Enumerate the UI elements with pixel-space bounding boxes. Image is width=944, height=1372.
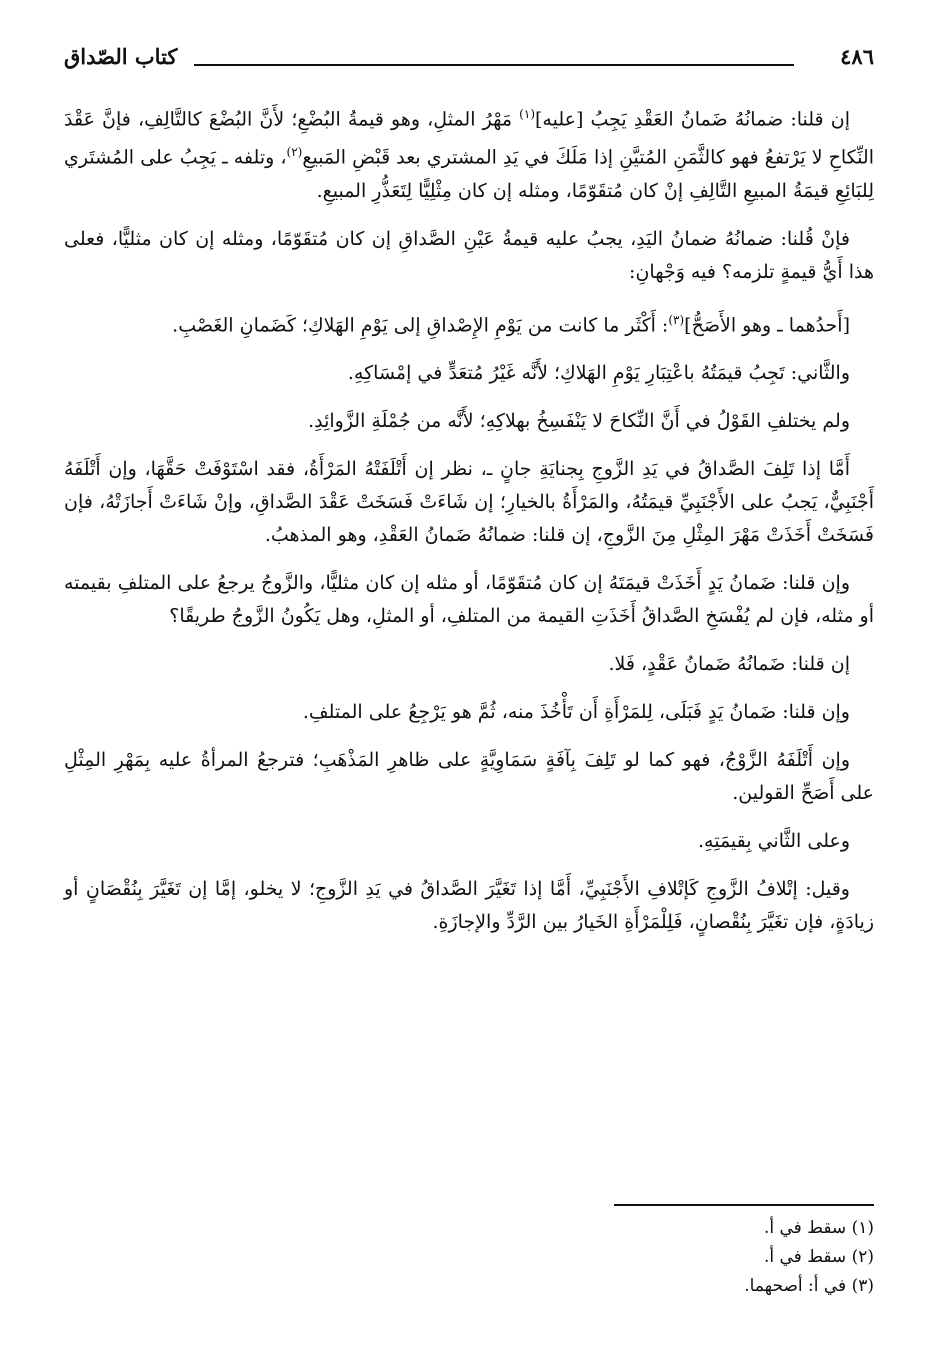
- paragraph-3: [أَحدُهما ـ وهو الأَصَحُّ]$^{(٣)}$: أَكْثَر ما كانت من يَوْمِ الإِصْداقِ إلى يَوْمِ الهَلاكِ؛ كَضَمانِ الغَصْبِ.: [172, 312, 850, 336]
- paragraph-12: وقيل: إتْلافُ الزَّوجِ كَإتْلافِ الأَجْنَبِيِّ، أَمَّا إذا تَغَيَّرَ الصَّداقُ في يَدِ الزَّوجِ؛ لا يخلو، إمَّا إن تَغَيَّرَ بِنُقْصَانٍ أو زيادَةٍ، فإن تغَيَّرَ بِنُقْصانٍ، فَلِلْمَرْأَةِ الخَيارُ بين الرَّدِّ والإجازَةِ.: [64, 877, 874, 933]
- paragraph-1: إن قلنا: ضمانُهُ ضَمانُ العَقْدِ يَجِبُ [عليه]$^{(١)}$ مَهْرُ المثلِ، وهو قيمةُ البُضْعِ؛ لأَنَّ البُضْعَ كالتَّالِفِ، فإنَّ عَقْدَ النِّكاحِ لا يَرْتفعُ فهو كالثَّمَنِ المُتيَّنِ إذا مَلَكَ في يَدِ المشتري بعد قَبْضِ المَبيعِ$^{(٢)}$، وتلفه ـ يَجِبُ على المُشتَري لِلبَائِعِ قيمَةُ المبيعِ التَّالِفِ إنْ كان مُتقَوّمًا، ومثله إن كان مِثْلِيًّا لِتَعَذُّرِ المبيعِ.: [64, 107, 874, 202]
- footnote-1: (١) سقط في أ.: [763, 1218, 874, 1238]
- footnote-rule: [614, 1204, 874, 1206]
- body-text: [64, 98, 874, 954]
- header-rule: [194, 64, 794, 66]
- paragraph-6: أَمَّا إذا تَلِفَ الصَّداقُ في يَدِ الزَّوجِ بِجنايَةِ جانٍ ـ، نظر إن أَتْلَفَتْهُ المَرْأَةُ، فقد اسْتَوْفَتْ حَقَّهَا، وإن أَتْلَفَهُ أَجْنَبِيٌّ، يَجبُ على الأَجْنَبِيِّ قيمَتُهُ، والمَرْأَةُ بالخيارِ؛ إن شَاءَتْ فَسَخَتْ عَقْدَ الصَّداقِ، وإنْ شَاءَتْ أَجازَتْهُ، فإن فَسَخَتْ أَخَذَتْ مَهْرَ المِثْلِ مِنَ الزَّوجِ، إن قلنا: ضمانُهُ ضَمانُ العَقْدِ، وهو المذهبُ.: [64, 457, 874, 546]
- footnote-ref-3: (٣): [668, 312, 685, 327]
- page-header: [64, 44, 874, 88]
- book-title: كتاب الصّداق: [64, 44, 178, 69]
- footnote-ref-1: (١): [519, 107, 535, 121]
- paragraph-10: وإن أَتْلَفَهُ الزَّوْجُ، فهو كما لو تَلِفَ بِآفَةٍ سَمَاوِيَّةٍ على ظاهرِ المَذْهَبِ؛ فترجعُ المرأةُ عليه بِمَهْرِ المِثْلِ على أَصَحِّ القولين.: [64, 748, 874, 804]
- paragraph-8: إن قلنا: ضَمانُهُ ضَمانُ عَقْدٍ، فَلا.: [608, 652, 850, 675]
- footnotes: [64, 1214, 874, 1301]
- footnote-3: (٣) في أ: أصحهما.: [744, 1276, 874, 1296]
- paragraph-7: وإن قلنا: ضَمانُ يَدٍ أَخَذَتْ قيمَتَهُ إن كان مُتقَوّمًا، أو مثله إن كان مثليًّا، والزَّوجُ يرجعُ على المتلفِ بقيمته أو مثله، فإن لم يُفْسَخِ الصَّداقُ أَخَذَتِ القيمة من المتلفِ، أو المثلِ، وهل يَكُونُ الزَّوجُ طريقًا؟: [64, 571, 874, 627]
- page-number: ٤٨٦: [840, 44, 874, 69]
- paragraph-9: وإن قلنا: ضَمانُ يَدٍ فَبَلَى، لِلمَرْأَةِ أَن تَأْخُذَ منه، ثُمَّ هو يَرْجِعُ على المتلفِ.: [302, 700, 850, 723]
- paragraph-4: والثَّاني: تَجِبُ قيمَتُهُ باعْتِبَارِ يَوْمِ الهَلاكِ؛ لأَنَّه غَيْرُ مُتعَدٍّ في إمْسَاكِهِ.: [347, 361, 850, 384]
- paragraph-2: فإنْ قُلنا: ضمانُهُ ضمانُ اليَدِ، يجبُ عليه قيمةُ عَيْنِ الصَّداقِ إن كان مُتقَوّمًا، ومثله إن كان مثليًّا، فعلى هذا أَيُّ قيمةٍ تلزمه؟ فيه وَجْهانِ:: [64, 227, 874, 283]
- paragraph-5: ولم يختلفِ القَوْلُ في أَنَّ النِّكاحَ لا يَنْفَسِخُ بهلاكِهِ؛ لأَنَّه من جُمْلَةِ الزَّوائِدِ.: [308, 409, 850, 432]
- paragraph-11: وعلى الثَّاني بِقيمَتِهِ.: [697, 829, 850, 852]
- footnote-2: (٢) سقط في أ.: [763, 1247, 874, 1267]
- footnote-ref-2: (٢): [286, 145, 303, 160]
